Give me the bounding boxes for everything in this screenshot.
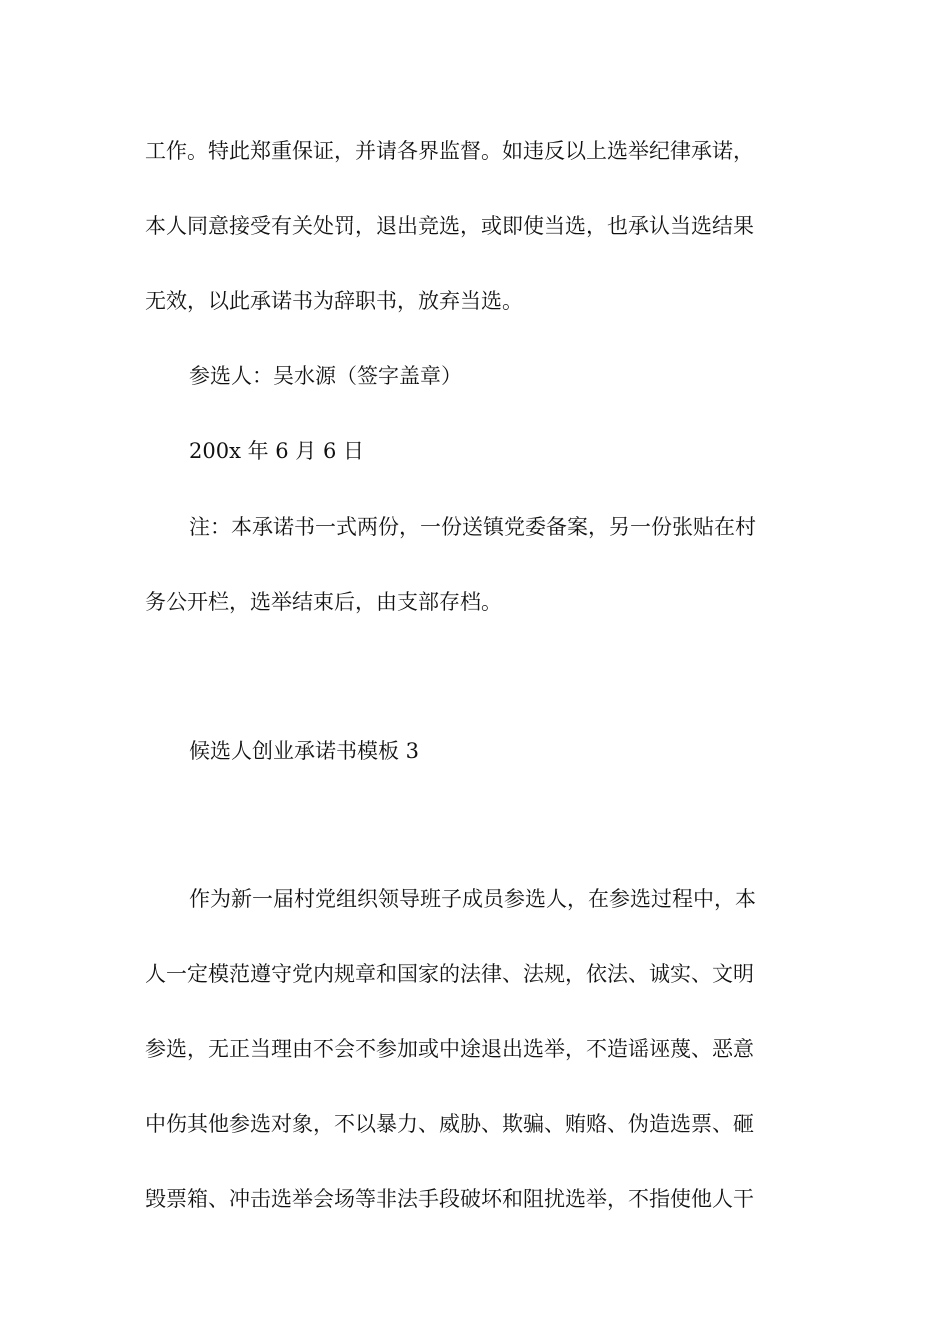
paragraph-line: 人一定模范遵守党内规章和国家的法律、法规，依法、诚实、文明 (145, 962, 754, 986)
paragraph-line: 作为新一届村党组织领导班子成员参选人，在参选过程中，本 (189, 887, 756, 911)
paragraph-line: 工作。特此郑重保证，并请各界监督。如违反以上选举纪律承诺， (145, 139, 754, 163)
paragraph-line: 参选，无正当理由不会不参加或中途退出选举，不造谣诬蔑、恶意 (145, 1037, 754, 1061)
signature-line: 参选人：吴水源（签字盖章） (189, 364, 462, 388)
paragraph-line: 本人同意接受有关处罚，退出竞选，或即使当选，也承认当选结果 (145, 214, 754, 238)
date-line: 200x 年 6 月 6 日 (189, 439, 365, 463)
section-title: 候选人创业承诺书模板 3 (189, 739, 420, 763)
paragraph-line: 毁票箱、冲击选举会场等非法手段破坏和阻扰选举，不指使他人干 (145, 1187, 754, 1211)
note-line: 务公开栏，选举结束后，由支部存档。 (145, 590, 502, 614)
note-line: 注：本承诺书一式两份，一份送镇党委备案，另一份张贴在村 (189, 515, 756, 539)
paragraph-line: 中伤其他参选对象，不以暴力、威胁、欺骗、贿赂、伪造选票、砸 (145, 1112, 754, 1136)
paragraph-line: 无效，以此承诺书为辞职书，放弃当选。 (145, 289, 523, 313)
